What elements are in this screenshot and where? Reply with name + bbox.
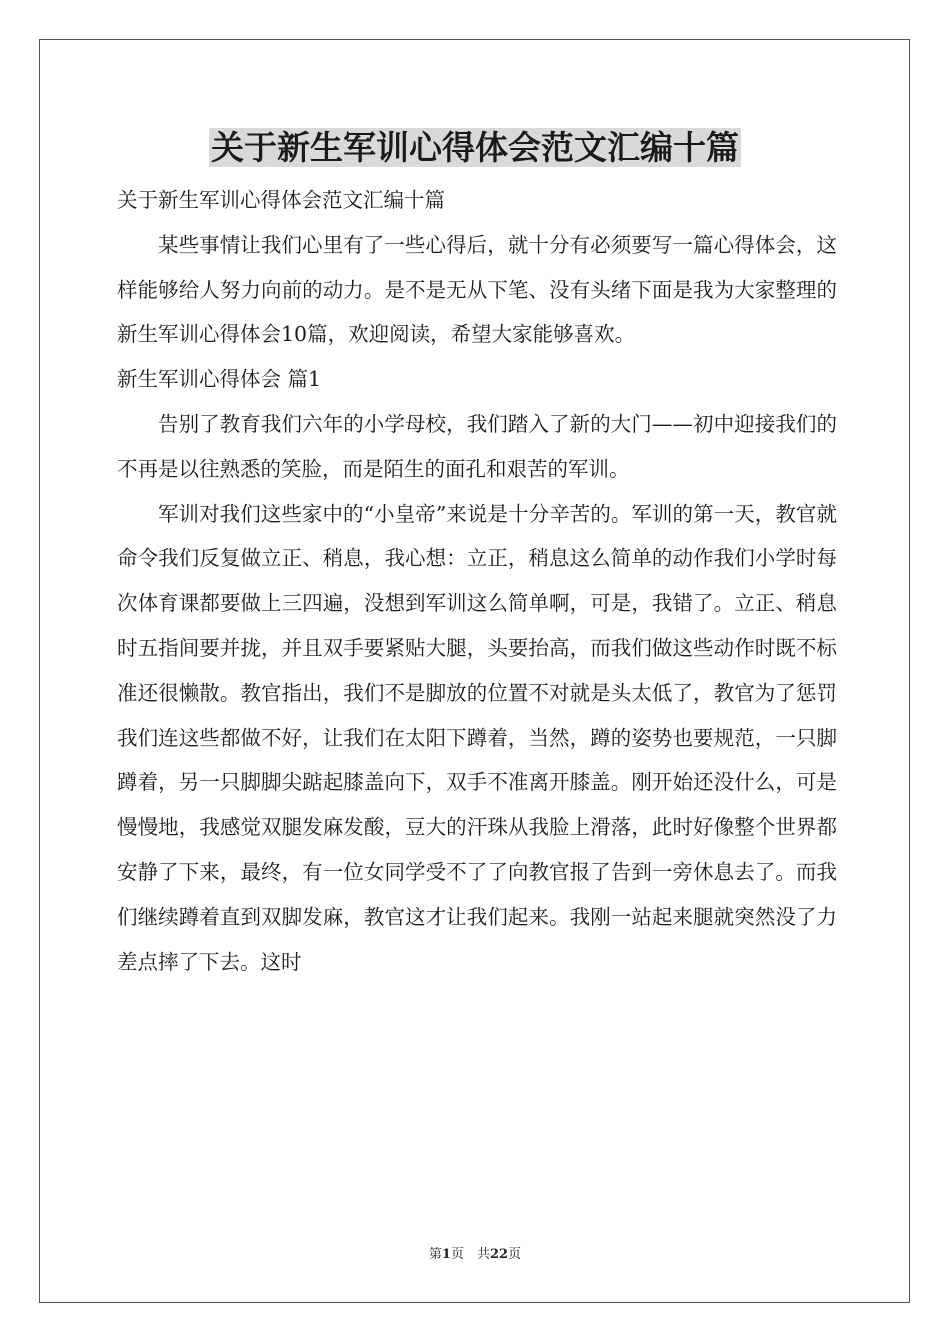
document-body — [117, 178, 837, 984]
page-footer — [0, 1247, 950, 1263]
body-paragraph: 告别了教育我们六年的小学母校，我们踏入了新的大门——初中迎接我们的不再是以往熟悉的笑脸，而是陌生的面孔和艰苦的军训。 — [117, 411, 837, 481]
current-page-number: 1 — [441, 1247, 451, 1262]
page-label-prefix: 第 — [428, 1247, 442, 1262]
section-heading: 新生军训心得体会 篇1 — [117, 367, 322, 392]
page-label-suffix: 页 — [508, 1247, 522, 1262]
body-paragraph: 军训对我们这些家中的“小皇帝”来说是十分辛苦的。军训的第一天，教官就命令我们反复做立正、稍息，我心想：立正，稍息这么简单的动作我们小学时每次体育课都要做上三四遍，没想到军训这么简单啊，可是，我错了。立正、稍息时五指间要并拢，并且双手要紧贴大腿，头要抬高，而我们做这些动作时既不标准还很懒散。教官指出，我们不是脚放的位置不对就是头太低了，教官为了惩罚我们连这些都做不好，让我们在太阳下蹲着，当然，蹲的姿势也要规范，一只脚蹲着，另一只脚脚尖踮起膝盖向下，双手不准离开膝盖。刚开始还没什么，可是慢慢地，我感觉双腿发麻发酸，豆大的汗珠从我脸上滑落，此时好像整个世界都安静了下来，最终，有一位女同学受不了了向教官报了告到一旁休息去了。而我们继续蹲着直到双脚发麻，教官这才让我们起来。我刚一站起来腿就突然没了力差点摔了下去。这时 — [117, 501, 837, 974]
document-title-text: 关于新生军训心得体会范文汇编十篇 — [211, 128, 739, 167]
intro-paragraph: 某些事情让我们心里有了一些心得后，就十分有必须要写一篇心得体会，这样能够给人努力向前的动力。是不是无从下笔、没有头绪下面是我为大家整理的新生军训心得体会10篇，欢迎阅读，希望大家能够喜欢。 — [117, 232, 837, 347]
subtitle-paragraph: 关于新生军训心得体会范文汇编十篇 — [117, 188, 445, 212]
document-title — [0, 124, 950, 172]
page-label-mid: 页 共 — [450, 1247, 490, 1262]
total-page-number: 22 — [489, 1247, 509, 1262]
